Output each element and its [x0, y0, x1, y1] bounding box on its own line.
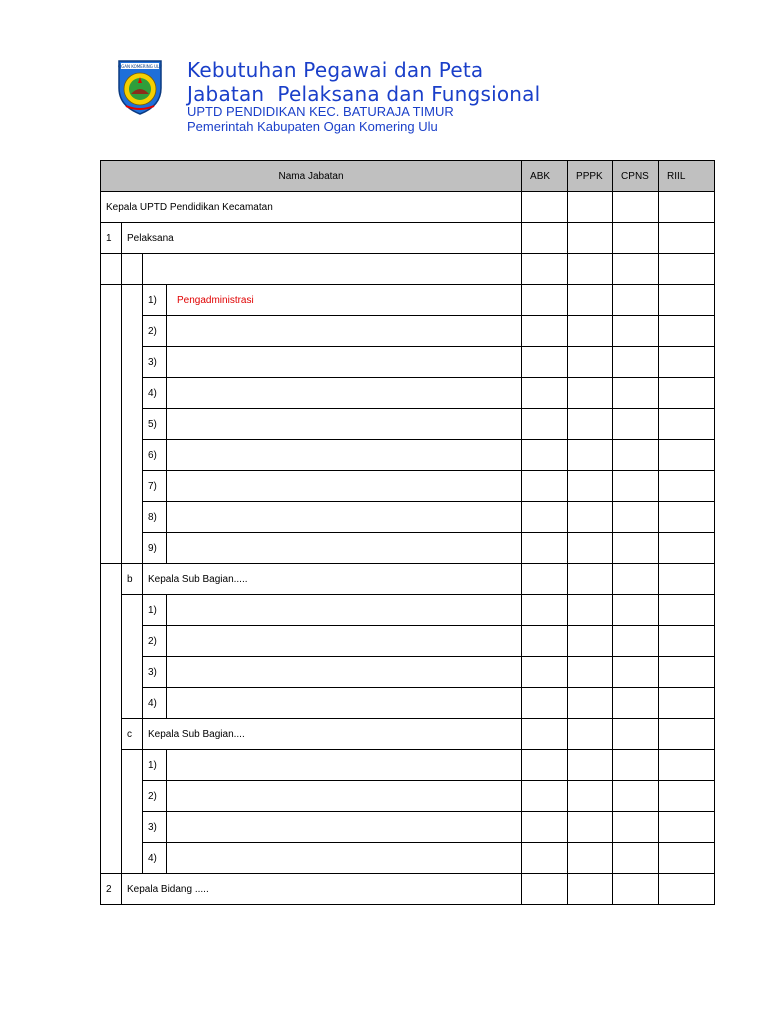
abk-cell[interactable]: [522, 781, 568, 812]
pppk-cell[interactable]: [568, 564, 613, 595]
riil-cell[interactable]: [659, 347, 715, 378]
cpns-cell[interactable]: [613, 316, 659, 347]
abk-cell[interactable]: [522, 812, 568, 843]
item-number: 8): [143, 502, 167, 533]
col-pppk: PPPK: [568, 161, 613, 192]
pppk-cell[interactable]: [568, 812, 613, 843]
pppk-cell[interactable]: [568, 223, 613, 254]
col-cpns: CPNS: [613, 161, 659, 192]
pppk-cell[interactable]: [568, 874, 613, 905]
item-label[interactable]: [167, 812, 522, 843]
cpns-cell[interactable]: [613, 781, 659, 812]
abk-cell[interactable]: [522, 192, 568, 223]
item-number: 3): [143, 657, 167, 688]
cpns-cell[interactable]: [613, 626, 659, 657]
riil-cell[interactable]: [659, 595, 715, 626]
abk-cell[interactable]: [522, 223, 568, 254]
empty-cell: [122, 254, 143, 285]
pppk-cell[interactable]: [568, 254, 613, 285]
table-row: [101, 564, 715, 595]
riil-cell[interactable]: [659, 874, 715, 905]
item-number: 1): [143, 285, 167, 316]
riil-cell[interactable]: [659, 812, 715, 843]
section-number: 2: [101, 874, 122, 905]
cpns-cell[interactable]: [613, 657, 659, 688]
riil-cell[interactable]: [659, 657, 715, 688]
pppk-cell[interactable]: [568, 285, 613, 316]
riil-cell[interactable]: [659, 254, 715, 285]
table-row: [101, 626, 715, 657]
indent-cell: [101, 564, 122, 874]
table-row: [101, 471, 715, 502]
table-row: [101, 254, 715, 285]
table-row: [101, 750, 715, 781]
riil-cell[interactable]: [659, 626, 715, 657]
pppk-cell[interactable]: [568, 192, 613, 223]
pppk-cell[interactable]: [568, 750, 613, 781]
table-row: [101, 192, 715, 223]
section-number: 1: [101, 223, 122, 254]
item-label[interactable]: [167, 440, 522, 471]
jabatan-table: [100, 160, 715, 905]
item-label[interactable]: [167, 502, 522, 533]
table-row: [101, 781, 715, 812]
cpns-cell[interactable]: [613, 347, 659, 378]
abk-cell[interactable]: [522, 626, 568, 657]
subsection-letter: c: [122, 719, 143, 750]
riil-cell[interactable]: [659, 719, 715, 750]
pppk-cell[interactable]: [568, 626, 613, 657]
indent-cell: [101, 285, 122, 564]
item-number: 2): [143, 316, 167, 347]
table-row: [101, 347, 715, 378]
abk-cell[interactable]: [522, 254, 568, 285]
cpns-cell[interactable]: [613, 440, 659, 471]
subsection-label: Kepala Sub Bagian.....: [143, 564, 522, 595]
abk-cell[interactable]: [522, 471, 568, 502]
item-label[interactable]: [167, 688, 522, 719]
item-label[interactable]: [167, 316, 522, 347]
item-number: 1): [143, 750, 167, 781]
table-row: [101, 688, 715, 719]
cpns-cell[interactable]: [613, 688, 659, 719]
pppk-cell[interactable]: [568, 471, 613, 502]
riil-cell[interactable]: [659, 843, 715, 874]
riil-cell[interactable]: [659, 192, 715, 223]
pemerintah-subtitle: Pemerintah Kabupaten Ogan Komering Ulu: [187, 119, 438, 134]
riil-cell[interactable]: [659, 688, 715, 719]
cpns-cell[interactable]: [613, 192, 659, 223]
table-row: [101, 223, 715, 254]
page-title: [187, 58, 540, 106]
abk-cell[interactable]: [522, 440, 568, 471]
table-row: [101, 719, 715, 750]
table-row: [101, 285, 715, 316]
abk-cell[interactable]: [522, 657, 568, 688]
pppk-cell[interactable]: [568, 533, 613, 564]
empty-cell[interactable]: [143, 254, 522, 285]
cpns-cell[interactable]: [613, 533, 659, 564]
table-row: [101, 316, 715, 347]
cpns-cell[interactable]: [613, 719, 659, 750]
riil-cell[interactable]: [659, 502, 715, 533]
table-header-row: [101, 161, 715, 192]
item-number: 2): [143, 626, 167, 657]
section-label: Kepala Bidang .....: [122, 874, 522, 905]
item-label[interactable]: [167, 657, 522, 688]
item-label[interactable]: [167, 409, 522, 440]
section-label: Pelaksana: [122, 223, 522, 254]
item-number: 6): [143, 440, 167, 471]
subsection-label: Kepala Sub Bagian....: [143, 719, 522, 750]
abk-cell[interactable]: [522, 533, 568, 564]
item-label[interactable]: [167, 750, 522, 781]
pppk-cell[interactable]: [568, 347, 613, 378]
abk-cell[interactable]: [522, 595, 568, 626]
indent-cell: [122, 595, 143, 719]
riil-cell[interactable]: [659, 750, 715, 781]
abk-cell[interactable]: [522, 874, 568, 905]
riil-cell[interactable]: [659, 440, 715, 471]
cpns-cell[interactable]: [613, 812, 659, 843]
riil-cell[interactable]: [659, 564, 715, 595]
riil-cell[interactable]: [659, 285, 715, 316]
uptd-subtitle: UPTD PENDIDIKAN KEC. BATURAJA TIMUR: [187, 104, 454, 119]
item-number: 4): [143, 378, 167, 409]
pppk-cell[interactable]: [568, 843, 613, 874]
riil-cell[interactable]: [659, 409, 715, 440]
pppk-cell[interactable]: [568, 440, 613, 471]
riil-cell[interactable]: [659, 533, 715, 564]
pppk-cell[interactable]: [568, 657, 613, 688]
pppk-cell[interactable]: [568, 781, 613, 812]
item-number: 3): [143, 347, 167, 378]
abk-cell[interactable]: [522, 285, 568, 316]
item-label[interactable]: [167, 781, 522, 812]
cpns-cell[interactable]: [613, 285, 659, 316]
item-label[interactable]: [167, 347, 522, 378]
pppk-cell[interactable]: [568, 502, 613, 533]
col-riil: RIIL: [659, 161, 715, 192]
pppk-cell[interactable]: [568, 316, 613, 347]
riil-cell[interactable]: [659, 223, 715, 254]
cpns-cell[interactable]: [613, 502, 659, 533]
col-abk: ABK: [522, 161, 568, 192]
pppk-cell[interactable]: [568, 378, 613, 409]
riil-cell[interactable]: [659, 471, 715, 502]
item-label[interactable]: [167, 378, 522, 409]
riil-cell[interactable]: [659, 316, 715, 347]
page-title-line2: Jabatan Pelaksana dan Fungsional: [187, 82, 541, 106]
abk-cell[interactable]: [522, 750, 568, 781]
cpns-cell[interactable]: [613, 843, 659, 874]
abk-cell[interactable]: [522, 378, 568, 409]
pppk-cell[interactable]: [568, 409, 613, 440]
table-row: [101, 440, 715, 471]
abk-cell[interactable]: [522, 719, 568, 750]
logo-banner-text: OGAN KOMERING ULU: [118, 64, 162, 69]
indent-cell: [122, 750, 143, 874]
item-number: 2): [143, 781, 167, 812]
item-number: 4): [143, 688, 167, 719]
empty-cell: [101, 254, 122, 285]
riil-cell[interactable]: [659, 781, 715, 812]
abk-cell[interactable]: [522, 347, 568, 378]
cpns-cell[interactable]: [613, 564, 659, 595]
cpns-cell[interactable]: [613, 595, 659, 626]
table-row: [101, 533, 715, 564]
item-label: Pengadministrasi: [167, 285, 522, 316]
table-row: [101, 874, 715, 905]
col-nama-jabatan: Nama Jabatan: [101, 161, 522, 192]
indent-cell: [122, 285, 143, 564]
table-row: [101, 378, 715, 409]
cpns-cell[interactable]: [613, 750, 659, 781]
table-row: [101, 409, 715, 440]
table-row: [101, 502, 715, 533]
item-label[interactable]: [167, 843, 522, 874]
cpns-cell[interactable]: [613, 471, 659, 502]
item-label[interactable]: [167, 626, 522, 657]
table-row: [101, 843, 715, 874]
kabupaten-emblem-icon: [116, 58, 164, 116]
abk-cell[interactable]: [522, 316, 568, 347]
item-number: 7): [143, 471, 167, 502]
cpns-cell[interactable]: [613, 223, 659, 254]
item-label[interactable]: [167, 471, 522, 502]
abk-cell[interactable]: [522, 843, 568, 874]
subsection-letter: b: [122, 564, 143, 595]
cpns-cell[interactable]: [613, 409, 659, 440]
abk-cell[interactable]: [522, 502, 568, 533]
abk-cell[interactable]: [522, 409, 568, 440]
item-number: 9): [143, 533, 167, 564]
table-row: [101, 812, 715, 843]
riil-cell[interactable]: [659, 378, 715, 409]
item-number: 3): [143, 812, 167, 843]
table-row: [101, 595, 715, 626]
cpns-cell[interactable]: [613, 378, 659, 409]
kepala-uptd-cell: Kepala UPTD Pendidikan Kecamatan: [101, 192, 522, 223]
item-number: 5): [143, 409, 167, 440]
abk-cell[interactable]: [522, 564, 568, 595]
pppk-cell[interactable]: [568, 719, 613, 750]
item-label[interactable]: [167, 595, 522, 626]
cpns-cell[interactable]: [613, 254, 659, 285]
item-number: 4): [143, 843, 167, 874]
pppk-cell[interactable]: [568, 595, 613, 626]
abk-cell[interactable]: [522, 688, 568, 719]
page-title-line1: Kebutuhan Pegawai dan Peta: [187, 58, 484, 82]
table-row: [101, 657, 715, 688]
pppk-cell[interactable]: [568, 688, 613, 719]
item-label[interactable]: [167, 533, 522, 564]
cpns-cell[interactable]: [613, 874, 659, 905]
item-number: 1): [143, 595, 167, 626]
